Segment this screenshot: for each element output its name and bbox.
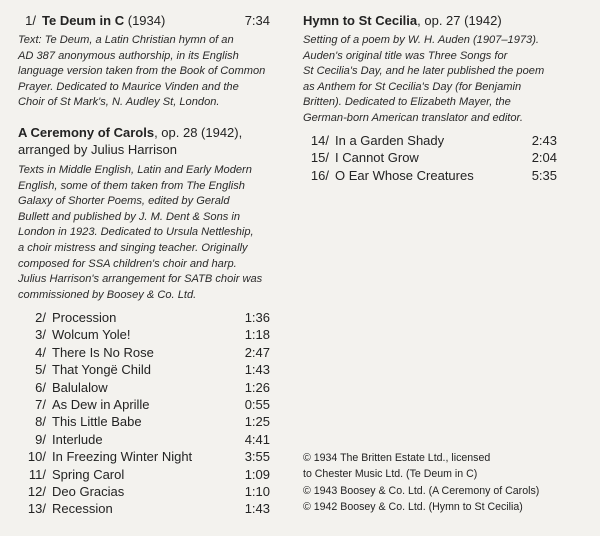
description-line: Text: Te Deum, a Latin Christian hymn of an: [18, 34, 234, 46]
description-line: as Anthem for St Cecilia's Day (for Benjamin: [303, 80, 522, 93]
track-number: 15/: [310, 150, 329, 166]
track-number: 4/: [35, 344, 46, 360]
track-title: As Dew in Aprille: [52, 396, 150, 412]
hymn-description: [303, 33, 588, 127]
work-title: Hymn to St Cecilia: [303, 13, 418, 28]
description-line: English, some of them taken from The English: [18, 179, 245, 192]
ceremony-description: [18, 163, 290, 303]
track-row[interactable]: [16, 344, 270, 361]
ceremony-heading: [18, 124, 288, 158]
track-title: O Ear Whose Creatures: [335, 167, 474, 183]
description-line: Bullett and published by J. M. Dent & Sons in: [18, 210, 240, 223]
track-title: I Cannot Grow: [335, 150, 419, 166]
track-title: In Freezing Winter Night: [52, 449, 193, 465]
track-row[interactable]: [16, 396, 270, 413]
track-number: 13/: [27, 501, 46, 517]
track-title: Wolcum Yole!: [52, 327, 131, 343]
track-duration: 2:43: [531, 133, 557, 148]
track-duration: 1:10: [244, 483, 270, 499]
copyright-line: © 1942 Boosey & Co. Ltd. (Hymn to St Cecilia): [303, 501, 523, 514]
description-line: Galaxy of Shorter Poems, edited by Gerald: [18, 195, 230, 208]
track-number: 11/: [28, 466, 46, 482]
track-number: 8/: [35, 414, 46, 430]
description-line: St Cecilia's Day, and he later published the poem: [303, 65, 545, 78]
description-line: composed for SSA children's choir and harp.: [18, 257, 237, 270]
work-opus: , op. 28 (1942),: [154, 125, 243, 140]
track-row[interactable]: [299, 132, 557, 149]
te-deum-heading: [18, 12, 280, 29]
description-line: language version taken from the Book of Common: [18, 65, 266, 78]
description-line: AD 387 anonymous authorship, in its English: [18, 49, 239, 62]
track-duration: 1:43: [244, 362, 270, 378]
work-opus: , op. 27 (1942): [417, 13, 502, 28]
work-title: A Ceremony of Carols: [18, 125, 155, 140]
work-title: Te Deum in C: [42, 13, 125, 28]
track-row[interactable]: [16, 413, 270, 430]
track-number: 14/: [310, 133, 329, 148]
track-duration: 5:35: [531, 167, 557, 183]
copyright-line: © 1943 Boosey & Co. Ltd. (A Ceremony of Carols): [303, 484, 540, 497]
track-title: Recession: [52, 501, 113, 517]
te-deum-description: [18, 33, 288, 111]
description-line: German-born American translator and editor.: [303, 111, 523, 124]
track-number: 16/: [310, 167, 329, 183]
copyright-line: © 1934 The Britten Estate Ltd., licensed: [303, 452, 491, 464]
description-line: commissioned by Boosey & Co. Ltd.: [18, 288, 197, 301]
track-duration: 2:47: [244, 344, 270, 360]
track-title: There Is No Rose: [52, 344, 154, 360]
track-row[interactable]: [16, 448, 270, 465]
track-row[interactable]: [16, 309, 270, 326]
track-title: Interlude: [52, 431, 103, 447]
track-duration: 1:09: [244, 466, 270, 482]
track-title: Spring Carol: [52, 466, 125, 482]
track-duration: 1:36: [244, 310, 270, 325]
hymn-heading: [303, 12, 502, 29]
track-duration: 1:18: [244, 327, 270, 343]
track-row[interactable]: [16, 500, 270, 517]
description-line: Auden's original title was Three Songs for: [303, 49, 508, 62]
track-number: 9/: [35, 431, 46, 447]
ceremony-track-list: [16, 309, 270, 518]
track-duration: 1:43: [244, 501, 270, 517]
copyright-line: to Chester Music Ltd. (Te Deum in C): [303, 468, 478, 481]
track-row[interactable]: [16, 326, 270, 343]
work-arranger: arranged by Julius Harrison: [18, 142, 177, 157]
description-line: Choir of St Mark's, N. Audley St, London.: [18, 96, 220, 109]
track-number: 3/: [35, 327, 46, 343]
track-title: This Little Babe: [52, 414, 142, 430]
track-duration: 0:55: [244, 396, 270, 412]
track-number: 5/: [35, 362, 46, 378]
description-line: London in 1923. Dedicated to Ursula Nettleship,: [18, 226, 254, 239]
track-title: In a Garden Shady: [335, 133, 445, 148]
track-number: 7/: [35, 396, 46, 412]
track-duration: 3:55: [244, 449, 270, 465]
track-title: Deo Gracias: [52, 483, 125, 499]
description-line: Setting of a poem by W. H. Auden (1907–1973).: [303, 34, 539, 46]
description-line: Britten). Dedicated to Elizabeth Mayer, the: [303, 96, 511, 109]
track-number: 12/: [27, 483, 46, 499]
track-row[interactable]: [16, 361, 270, 378]
track-row[interactable]: [16, 379, 270, 396]
track-number: 2/: [35, 310, 46, 325]
description-line: Julius Harrison's arrangement for SATB choir was: [18, 273, 263, 286]
track-row[interactable]: [299, 167, 557, 184]
track-duration: 7:34: [244, 13, 270, 28]
track-title: That Yongë Child: [52, 362, 152, 378]
description-line: Texts in Middle English, Latin and Early Modern: [18, 164, 252, 176]
track-row[interactable]: [16, 483, 270, 500]
work-year: (1934): [127, 13, 166, 28]
track-duration: 4:41: [244, 431, 270, 447]
track-duration: 1:26: [244, 379, 270, 395]
track-number: 1/: [25, 13, 36, 28]
track-number: 6/: [35, 379, 46, 395]
track-number: 10/: [27, 449, 46, 465]
track-row[interactable]: [16, 431, 270, 448]
track-duration: 2:04: [531, 150, 557, 166]
track-row[interactable]: [299, 149, 557, 166]
track-duration: 1:25: [244, 414, 270, 430]
track-title: Procession: [52, 310, 117, 325]
description-line: Prayer. Dedicated to Maurice Vinden and the: [18, 80, 239, 93]
track-row[interactable]: [16, 466, 270, 483]
track-title: Balulalow: [52, 379, 108, 395]
description-line: a choir mistress and singing teacher. Originally: [18, 241, 248, 254]
hymn-track-list: [299, 132, 557, 184]
copyright-notices: [303, 450, 588, 516]
